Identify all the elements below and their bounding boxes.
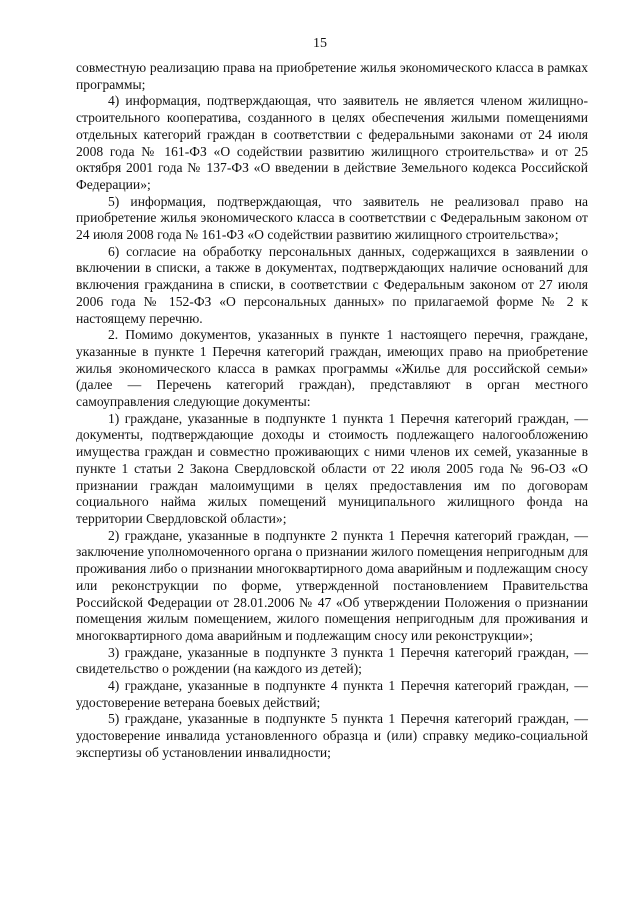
paragraph-continuation: совместную реализацию права на приобретение жилья экономического класса в рамках программы; xyxy=(76,60,588,92)
paragraph-subitem-4: 4) граждане, указанные в подпункте 4 пункта 1 Перечня категорий граждан, — удостоверение ветерана боевых действий; xyxy=(76,678,588,710)
paragraph-item-6: 6) согласие на обработку персональных данных, содержащихся в заявлении о включении в списки, а также в документах, подтверждающих наличие оснований для включения гражданина в списки, в соответствии с Федеральным законом от 27 июля 2006 года № 152-ФЗ «О персональных данных» по прилагаемой форме № 2 к настоящему перечню. xyxy=(76,243,588,326)
paragraph-item-4: 4) информация, подтверждающая, что заявитель не является членом жилищно-строительного кооператива, созданного в целях обеспечения жилыми помещениями отдельных категорий граждан в соответствии с федеральными законами от 24 июля 2008 года № 161-ФЗ «О содействии развитию жилищного строительства» и от 25 октября 2001 года № 137-ФЗ «О введении в действие Земельного кодекса Российской Федерации»; xyxy=(76,93,588,192)
paragraph-subitem-5: 5) граждане, указанные в подпункте 5 пункта 1 Перечня категорий граждан, — удостоверение инвалида установленного образца и (или) справку медико-социальной экспертизы об установлении инвалидности; xyxy=(76,711,588,760)
paragraph-subitem-3: 3) граждане, указанные в подпункте 3 пункта 1 Перечня категорий граждан, — свидетельство о рождении (на каждого из детей); xyxy=(76,644,588,677)
document-body xyxy=(76,60,588,762)
paragraph-subitem-2: 2) граждане, указанные в подпункте 2 пункта 1 Перечня категорий граждан, — заключение уполномоченного органа о признании жилого помещения непригодным для проживания либо о признании многоквартирного дома аварийным и подлежащим сносу или реконструкции по форме, утвержденной постановлением Правительства Российской Федерации от 28.01.2006 № 47 «Об утверждении Положения о признании помещения жилым помещением, жилого помещения непригодным для проживания и многоквартирного дома аварийным и подлежащим сносу или реконструкции»; xyxy=(76,527,588,643)
paragraph-section-2: 2. Помимо документов, указанных в пункте 1 настоящего перечня, граждане, указанные в пункте 1 Перечня категорий граждан, имеющих право на приобретение жилья экономического класса в рамках программы «Жилье для российской семьи» (далее — Перечень категорий граждан), представляют в орган местного самоуправления следующие документы: xyxy=(76,327,588,410)
paragraph-subitem-1: 1) граждане, указанные в подпункте 1 пункта 1 Перечня категорий граждан, — документы, подтверждающие доходы и стоимость подлежащего налогообложению имущества граждан и совместно проживающих с ними членов их семей, указанные в пункте 1 статьи 2 Закона Свердловской области от 22 июля 2005 года № 96-ОЗ «О признании граждан малоимущими в целях предоставления им по договорам социального найма жилых помещений муниципального жилищного фонда на территории Свердловской области»; xyxy=(76,410,588,526)
page-number: 15 xyxy=(313,36,327,51)
paragraph-item-5: 5) информация, подтверждающая, что заявитель не реализовал право на приобретение жилья экономического класса в соответствии с Федеральным законом от 24 июля 2008 года № 161-ФЗ «О содействии развитию жилищного строительства»; xyxy=(76,193,588,243)
